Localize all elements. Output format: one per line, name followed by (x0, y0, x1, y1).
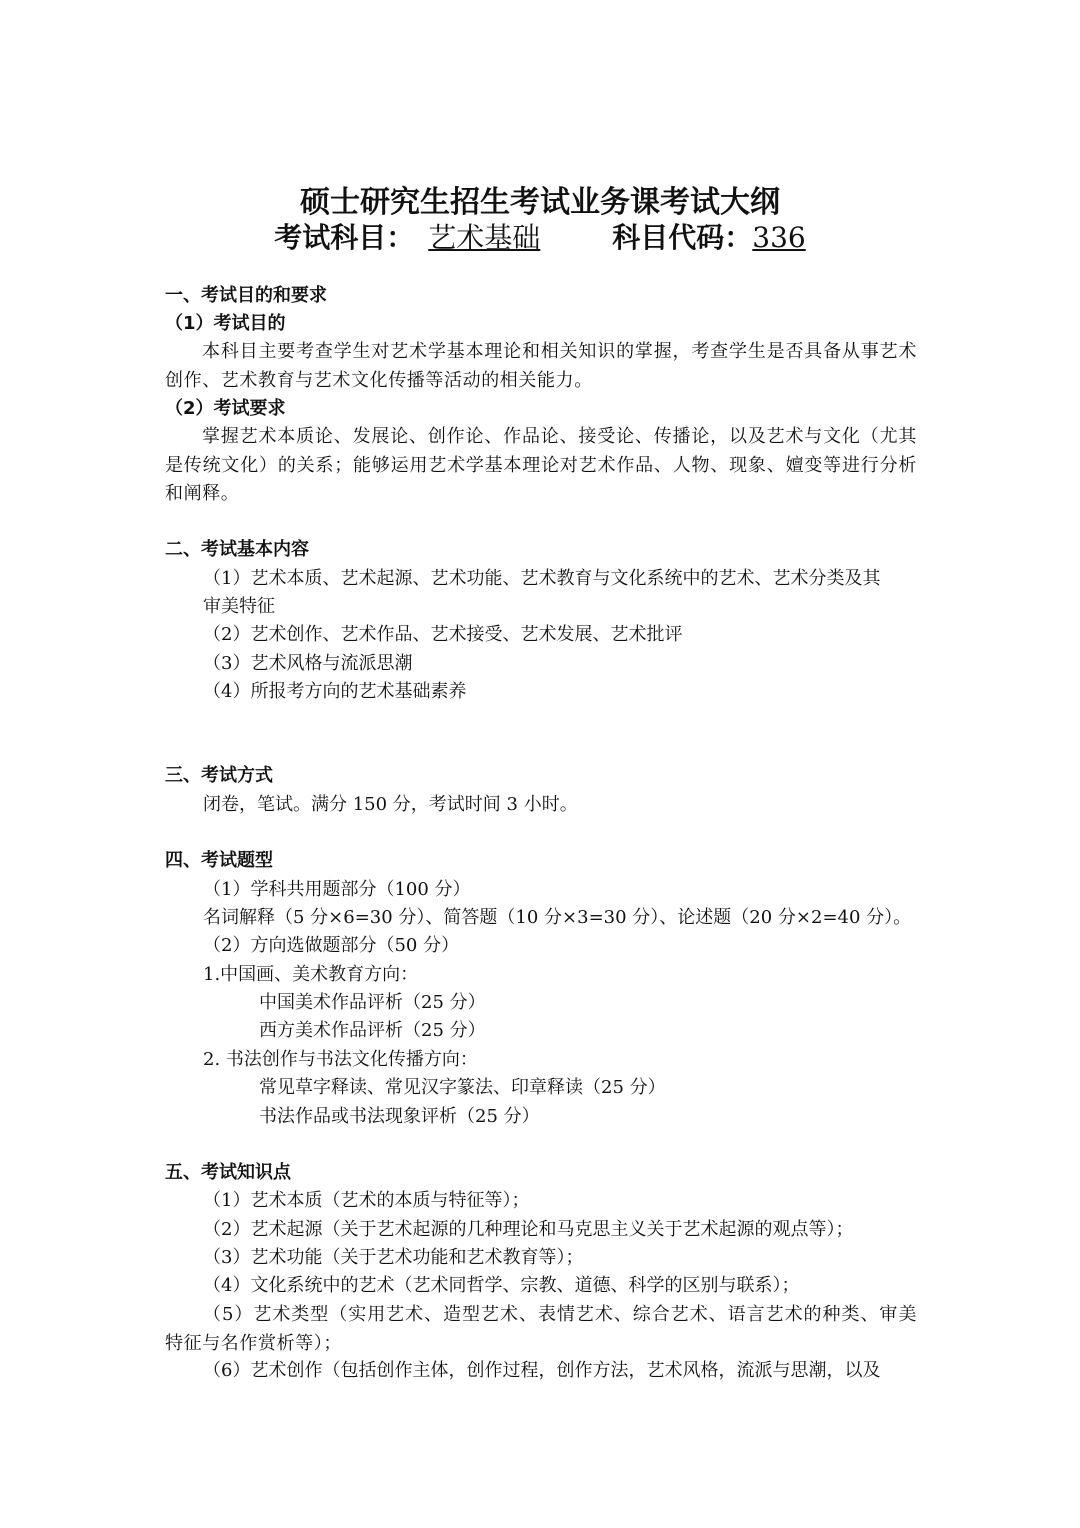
code-value: 336 (752, 221, 806, 254)
list-item: （5）艺术类型（实用艺术、造型艺术、表情艺术、综合艺术、语言艺术的种类、审美特征与名作赏析等）； (165, 1304, 917, 1354)
subject-value: 艺术基础 (428, 221, 541, 254)
code-label: 科目代码： (612, 221, 753, 254)
section3-text: 闭卷，笔试。满分 150 分，考试时间 3 小时。 (203, 794, 578, 815)
section1-sub2-heading: （2）考试要求 (165, 398, 286, 419)
subject-label: 考试科目： (274, 221, 415, 254)
direction-heading: 1.中国画、美术教育方向： (203, 964, 419, 985)
section1-sub2-text: 掌握艺术本质论、发展论、创作论、作品论、接受论、传播论，以及艺术与文化（尤其是传统文化）的关系；能够运用艺术学基本理论对艺术作品、人物、现象、嬗变等进行分析和阐释。 (165, 426, 917, 504)
section3-heading: 三、考试方式 (165, 765, 273, 786)
list-item: （2）方向选做题部分（50 分） (203, 935, 460, 956)
list-item: （1）艺术本质（艺术的本质与特征等）； (203, 1190, 530, 1211)
section4-heading: 四、考试题型 (165, 850, 273, 871)
subject-line (0, 218, 1080, 258)
section2-heading: 二、考试基本内容 (165, 539, 309, 560)
list-item-continued: 审美特征 (203, 596, 275, 617)
section1-heading: 一、考试目的和要求 (165, 285, 327, 306)
section1-sub1-text: 本科目主要考查学生对艺术学基本理论和相关知识的掌握，考查学生是否具备从事艺术创作、艺术教育与艺术文化传播等活动的相关能力。 (165, 341, 917, 391)
list-item: 西方美术作品评析（25 分） (259, 1020, 486, 1041)
list-item: （1）学科共用题部分（100 分） (203, 879, 471, 900)
list-item: （2）艺术创作、艺术作品、艺术接受、艺术发展、艺术批评 (203, 624, 683, 645)
direction-heading: 2. 书法创作与书法文化传播方向： (203, 1049, 478, 1070)
list-item: （3）艺术风格与流派思潮 (203, 653, 413, 674)
list-item: 书法作品或书法现象评析（25 分） (259, 1106, 540, 1127)
list-item-detail: 名词解释（5 分×6=30 分）、简答题（10 分×3=30 分）、论述题（20 分×2=40 分）。 (203, 907, 912, 928)
list-item: （6）艺术创作（包括创作主体，创作过程，创作方法，艺术风格，流派与思潮，以及 (203, 1360, 881, 1381)
list-item: （3）艺术功能（关于艺术功能和艺术教育等）； (203, 1247, 584, 1268)
list-item: 中国美术作品评析（25 分） (259, 992, 486, 1013)
document-title: 硕士研究生招生考试业务课考试大纲 (300, 185, 780, 220)
list-item: （4）所报考方向的艺术基础素养 (203, 681, 467, 702)
list-item: （4）文化系统中的艺术（艺术同哲学、宗教、道德、科学的区别与联系）； (203, 1275, 800, 1296)
list-item: 常见草字释读、常见汉字篆法、印章释读（25 分） (259, 1077, 666, 1098)
section1-sub1-heading: （1）考试目的 (165, 313, 286, 334)
list-item: （2）艺术起源（关于艺术起源的几种理论和马克思主义关于艺术起源的观点等）； (203, 1219, 854, 1240)
list-item: （1）艺术本质、艺术起源、艺术功能、艺术教育与文化系统中的艺术、艺术分类及其 (203, 568, 881, 589)
section5-heading: 五、考试知识点 (165, 1162, 291, 1183)
